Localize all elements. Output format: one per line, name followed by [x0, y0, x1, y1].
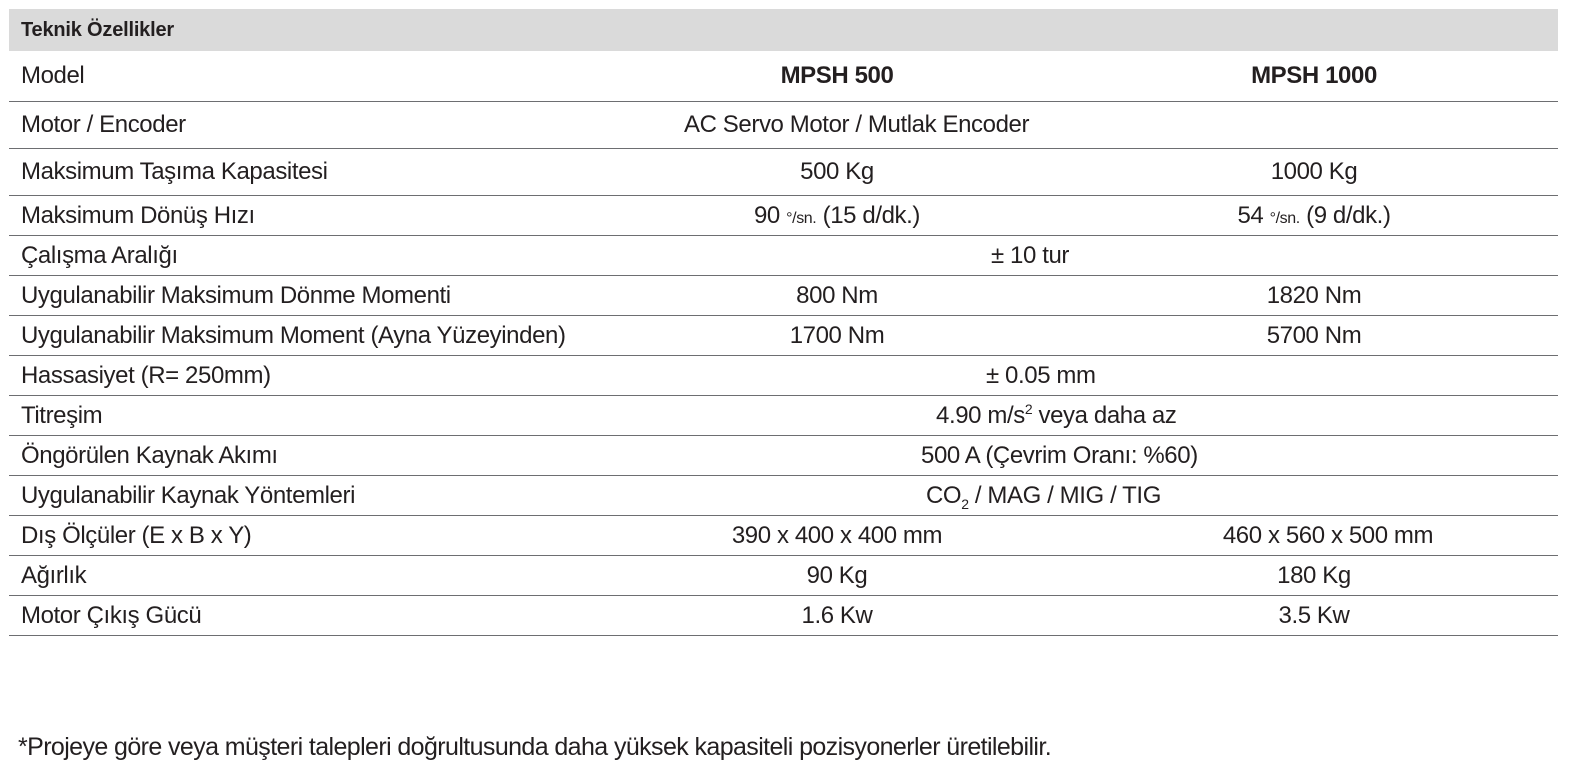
row-value-1: 390 x 400 x 400 mm [604, 516, 1070, 556]
table-row [9, 196, 1558, 236]
row-value-2: 460 x 560 x 500 mm [1070, 516, 1558, 556]
row-label: Çalışma Aralığı [9, 236, 604, 276]
header-model-1: MPSH 500 [604, 51, 1070, 102]
row-value-1: 1700 Nm [604, 316, 1070, 356]
row-value-2: 3.5 Kw [1070, 596, 1558, 636]
row-value-2: 1000 Kg [1070, 149, 1558, 196]
row-value-2: 54 °/sn. (9 d/dk.) [1070, 196, 1558, 236]
row-value-2: 5700 Nm [1070, 316, 1558, 356]
row-label: Öngörülen Kaynak Akımı [9, 436, 604, 476]
row-label: Titreşim [9, 396, 604, 436]
table-row [9, 516, 1558, 556]
table-row [9, 396, 1558, 436]
footnote: *Projeye göre veya müşteri talepleri doğrultusunda daha yüksek kapasiteli pozisyonerler üretilebilir. [18, 733, 1052, 761]
table-row [9, 556, 1558, 596]
row-label: Ağırlık [9, 556, 604, 596]
header-label: Model [9, 51, 604, 102]
row-value-1: 90 °/sn. (15 d/dk.) [604, 196, 1070, 236]
row-value-spanned: ± 10 tur [604, 236, 1558, 276]
table-header-row [9, 51, 1558, 102]
header-model-2: MPSH 1000 [1070, 51, 1558, 102]
row-label: Hassasiyet (R= 250mm) [9, 356, 604, 396]
row-label: Uygulanabilir Kaynak Yöntemleri [9, 476, 604, 516]
row-value-2: 1820 Nm [1070, 276, 1558, 316]
table-row [9, 236, 1558, 276]
table-row [9, 276, 1558, 316]
row-value-spanned: $CO_2$ / MAG / MIG / TIG [604, 476, 1558, 516]
row-value-1: 1.6 Kw [604, 596, 1070, 636]
spec-sheet [9, 9, 1558, 636]
row-value-1: 500 Kg [604, 149, 1070, 196]
row-value-spanned: AC Servo Motor / Mutlak Encoder [604, 102, 1558, 149]
row-label: Motor Çıkış Gücü [9, 596, 604, 636]
row-label: Uygulanabilir Maksimum Dönme Momenti [9, 276, 604, 316]
row-label: Dış Ölçüler (E x B x Y) [9, 516, 604, 556]
row-value-spanned: 4.90 $m/s^2$ veya daha az [604, 396, 1558, 436]
table-row [9, 316, 1558, 356]
row-label: Motor / Encoder [9, 102, 604, 149]
table-row [9, 356, 1558, 396]
row-value-spanned: ± 0.05 mm [604, 356, 1558, 396]
section-title: Teknik Özellikler [9, 9, 1558, 51]
row-value-2: 180 Kg [1070, 556, 1558, 596]
row-value-1: 90 Kg [604, 556, 1070, 596]
table-row [9, 436, 1558, 476]
table-row [9, 149, 1558, 196]
row-value-spanned: 500 A (Çevrim Oranı: %60) [604, 436, 1558, 476]
table-row [9, 476, 1558, 516]
table-row [9, 596, 1558, 636]
table-row [9, 102, 1558, 149]
row-label: Maksimum Taşıma Kapasitesi [9, 149, 604, 196]
row-label: Maksimum Dönüş Hızı [9, 196, 604, 236]
row-value-1: 800 Nm [604, 276, 1070, 316]
row-label: Uygulanabilir Maksimum Moment (Ayna Yüzeyinden) [9, 316, 604, 356]
spec-table [9, 51, 1558, 636]
